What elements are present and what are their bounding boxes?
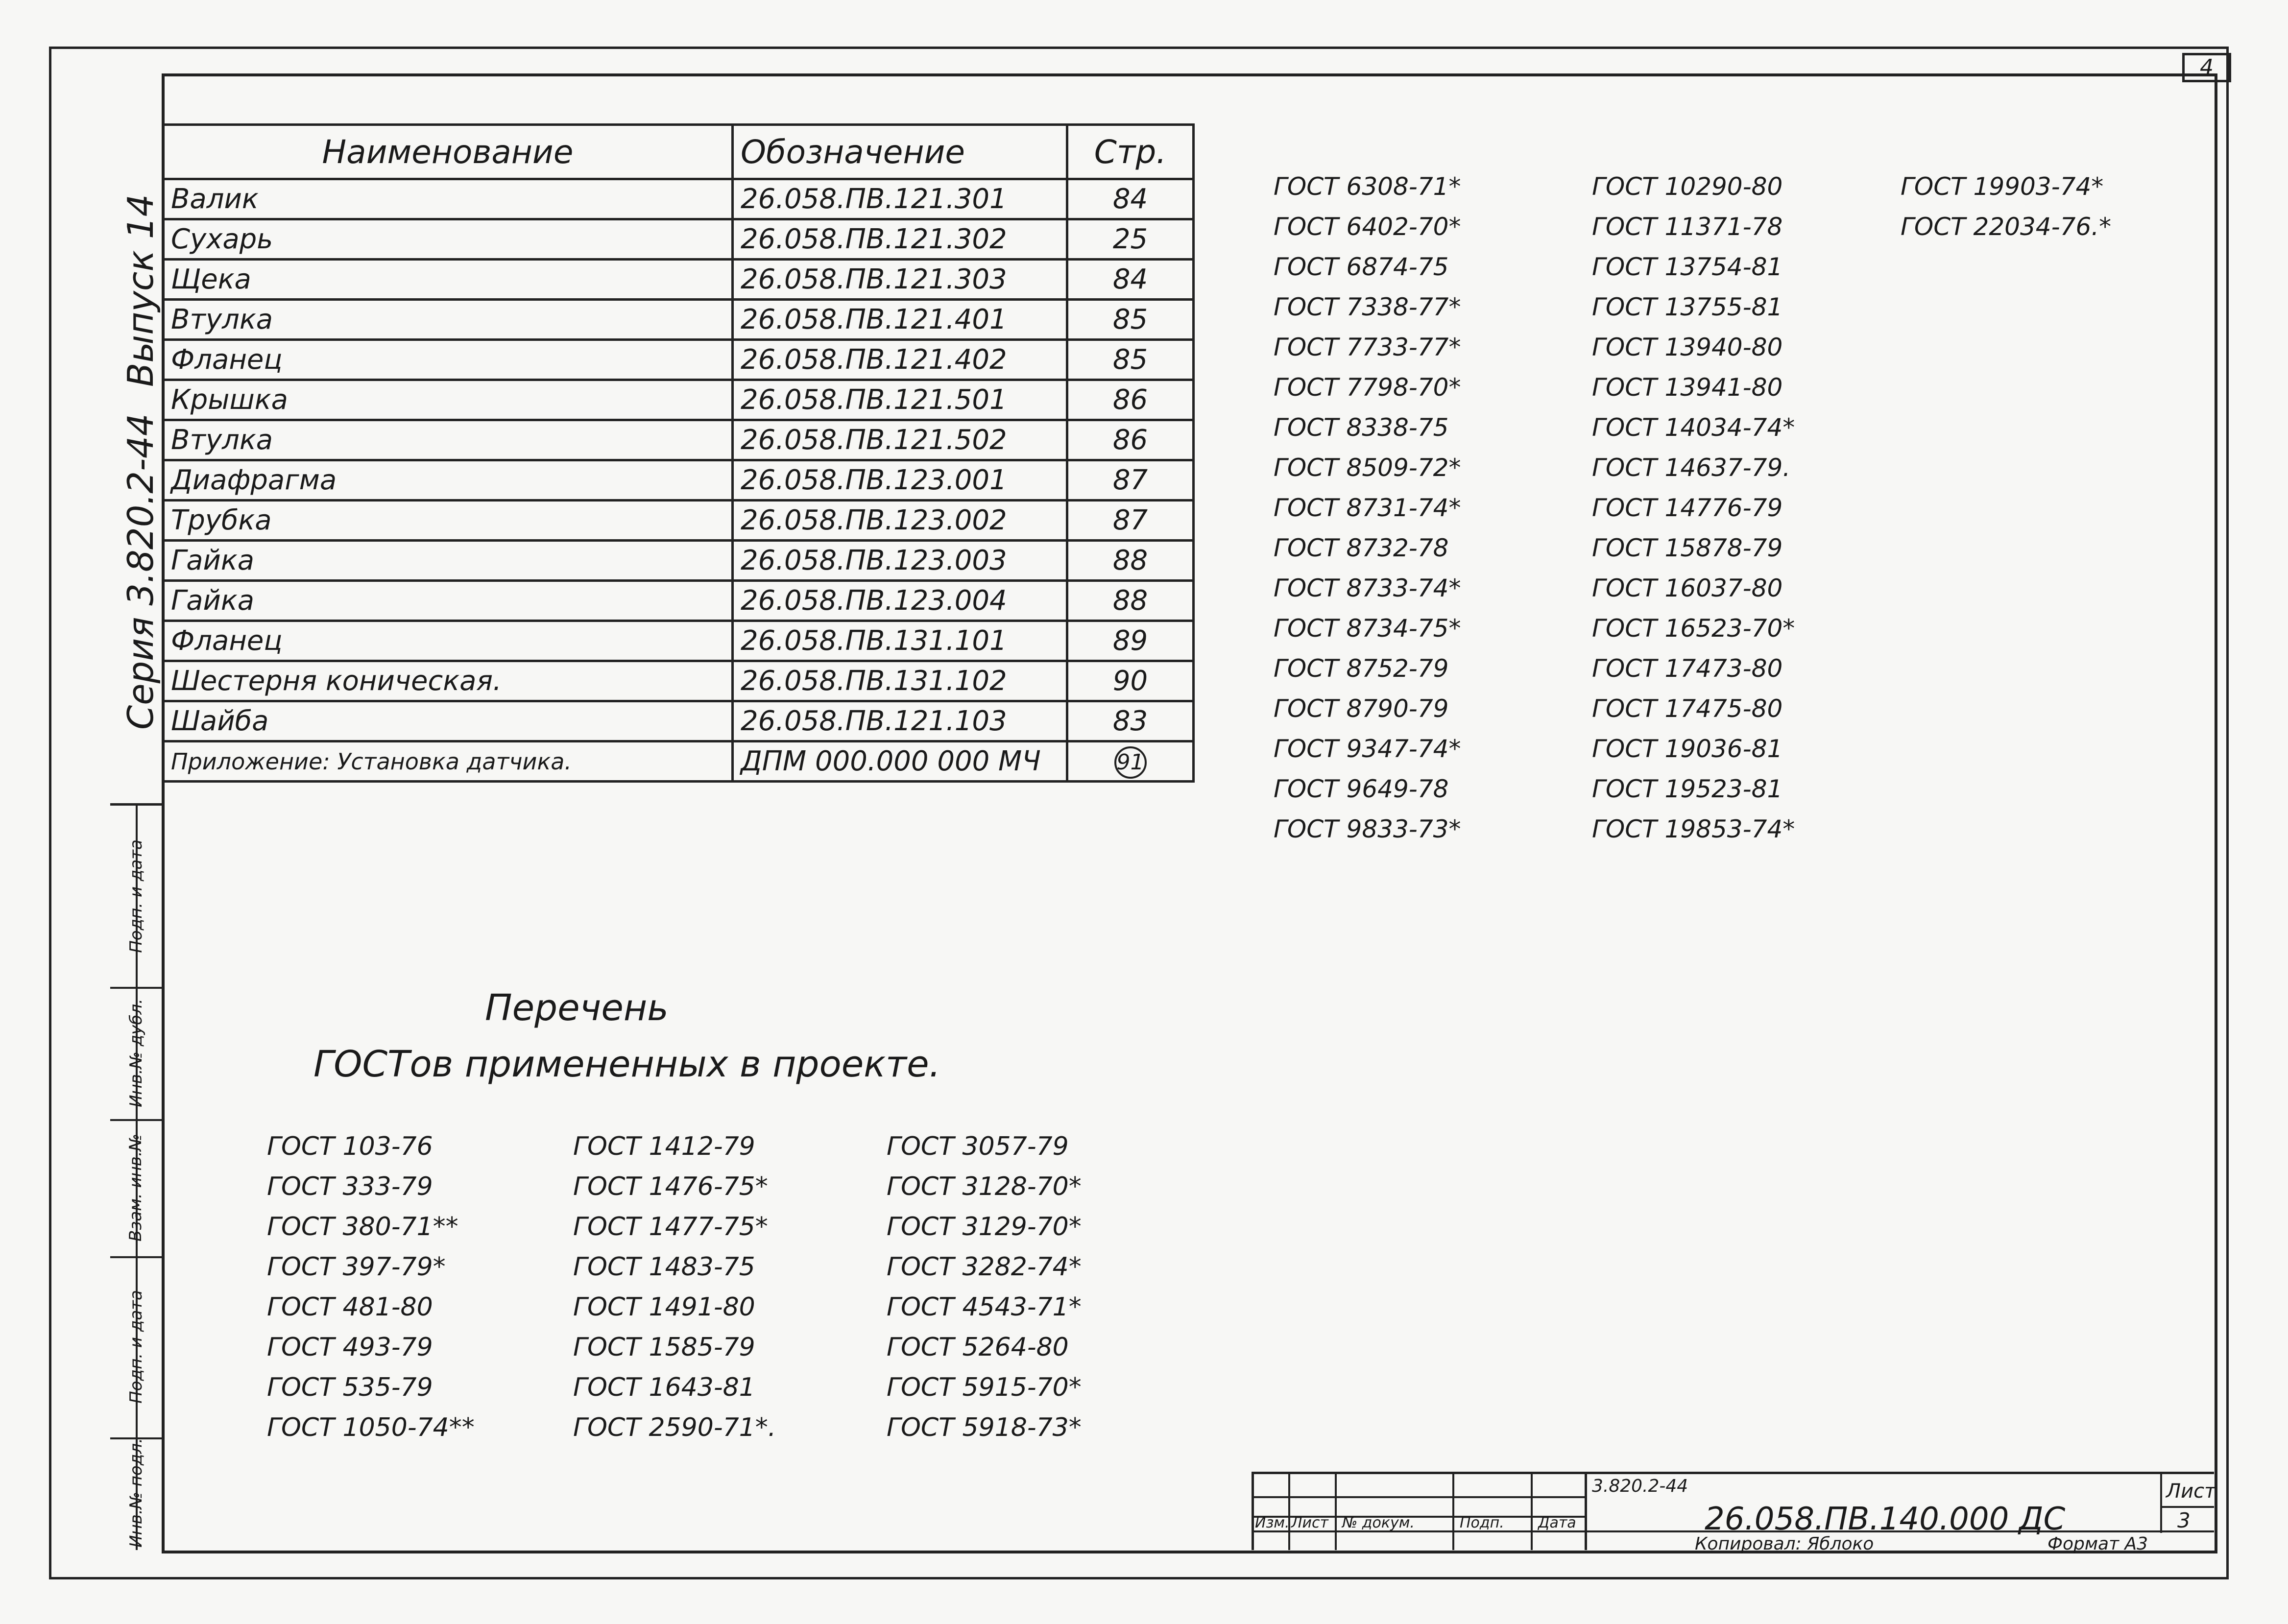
gost-entry: ГОСТ 8733-74* (1274, 574, 1461, 602)
part-name: Диафрагма (163, 460, 733, 501)
gost-entry: ГОСТ 19853-74* (1592, 815, 1795, 843)
part-designation: 26.058.ПВ.121.301 (733, 179, 1067, 219)
part-name: Шайба (163, 701, 733, 741)
strip-label: Инв.№ подл. (126, 1438, 146, 1548)
tb-format: Формат А3 (2047, 1534, 2148, 1554)
gost-right-col2 (1592, 167, 1795, 849)
gost-entry: ГОСТ 7733-77* (1274, 333, 1461, 361)
part-page: 87 (1067, 460, 1194, 501)
gost-entry: ГОСТ 19903-74* (1901, 172, 2104, 201)
gost-entry: ГОСТ 3057-79 (887, 1132, 1069, 1161)
gost-entry: ГОСТ 9833-73* (1274, 815, 1461, 843)
issue-side-label: Выпуск 14 (120, 194, 161, 387)
part-page: 85 (1067, 340, 1194, 380)
gost-entry: ГОСТ 13941-80 (1592, 373, 1783, 402)
tb-vline (1531, 1474, 1533, 1550)
gost-entry: ГОСТ 16523-70* (1592, 614, 1795, 643)
gost-entry: ГОСТ 22034-76.* (1901, 213, 2112, 241)
gost-entry: ГОСТ 13940-80 (1592, 333, 1783, 361)
gost-entry: ГОСТ 9347-74* (1274, 735, 1461, 763)
gost-entry: ГОСТ 1483-75 (573, 1252, 755, 1282)
strip-cell-sign-date-1 (110, 806, 162, 989)
part-designation: 26.058.ПВ.121.401 (733, 300, 1067, 340)
part-page: 88 (1067, 581, 1194, 621)
tb-sheet-number: 3 (2177, 1508, 2191, 1532)
tb-col-sheet: Лист (1291, 1514, 1329, 1531)
gost-entry: ГОСТ 17473-80 (1592, 654, 1783, 683)
strip-label: Взам. инв.№ (126, 1133, 146, 1242)
tb-hline (1254, 1496, 1585, 1498)
part-name: Втулка (163, 420, 733, 460)
table-row (163, 340, 1194, 380)
part-page: 86 (1067, 420, 1194, 460)
strip-label: Подп. и дата (126, 1290, 146, 1404)
gost-entry: ГОСТ 3129-70* (887, 1212, 1082, 1242)
gost-entry: ГОСТ 19523-81 (1592, 775, 1783, 803)
gost-entry: ГОСТ 493-79 (267, 1333, 433, 1362)
gost-entry: ГОСТ 8338-75 (1274, 413, 1449, 442)
part-name: Фланец (163, 621, 733, 661)
part-designation: 26.058.ПВ.131.102 (733, 661, 1067, 701)
gost-entry: ГОСТ 1585-79 (573, 1333, 755, 1362)
gost-entry: ГОСТ 19036-81 (1592, 735, 1783, 763)
table-row (163, 179, 1194, 219)
gost-entry: ГОСТ 9649-78 (1274, 775, 1449, 803)
table-row (163, 701, 1194, 741)
table-row (163, 541, 1194, 581)
tb-hline (2160, 1506, 2214, 1508)
part-name: Шестерня коническая. (163, 661, 733, 701)
gost-entry: ГОСТ 1476-75* (573, 1172, 768, 1201)
gost-entry: ГОСТ 6402-70* (1274, 213, 1461, 241)
tb-copied-by: Копировал: Яблоко (1695, 1534, 1874, 1554)
gost-entry: ГОСТ 1477-75* (573, 1212, 768, 1242)
header-name: Наименование (163, 125, 733, 179)
tb-series-code: 3.820.2-44 (1592, 1476, 1688, 1496)
gost-entry: ГОСТ 8734-75* (1274, 614, 1461, 643)
part-name: Трубка (163, 501, 733, 541)
strip-label: Инв.№ дубл. (126, 999, 146, 1107)
gost-entry: ГОСТ 5264-80 (887, 1333, 1069, 1362)
table-row (163, 460, 1194, 501)
strip-cell-sign-date-2 (110, 1256, 162, 1439)
table-row (163, 501, 1194, 541)
gost-entry: ГОСТ 1491-80 (573, 1292, 755, 1322)
gost-entry: ГОСТ 103-76 (267, 1132, 433, 1161)
part-page: 25 (1067, 219, 1194, 260)
table-row (163, 621, 1194, 661)
tb-vline (1452, 1474, 1454, 1550)
part-page: 90 (1067, 661, 1194, 701)
gost-entry: ГОСТ 14637-79. (1592, 454, 1791, 482)
part-page: 85 (1067, 300, 1194, 340)
tb-col-sign: Подп. (1460, 1514, 1504, 1531)
gost-entry: ГОСТ 11371-78 (1592, 213, 1783, 241)
gost-entry: ГОСТ 8509-72* (1274, 454, 1461, 482)
part-name: Приложение: Установка датчика. (163, 741, 733, 782)
strip-cell-dup-inv (110, 987, 162, 1121)
table-row (163, 260, 1194, 300)
tb-vline (1288, 1474, 1290, 1550)
table-row (163, 300, 1194, 340)
part-page: 84 (1067, 260, 1194, 300)
gost-entry: ГОСТ 8790-79 (1274, 694, 1449, 723)
gost-entry: ГОСТ 5918-73* (887, 1413, 1082, 1442)
table-row (163, 581, 1194, 621)
strip-cell-orig-inv (110, 1437, 162, 1548)
series-side-label: Серия 3.820.2-44 (120, 413, 161, 730)
part-name: Валик (163, 179, 733, 219)
gost-entry: ГОСТ 16037-80 (1592, 574, 1783, 602)
part-designation: 26.058.ПВ.123.004 (733, 581, 1067, 621)
gost-entry: ГОСТ 380-71** (267, 1212, 458, 1242)
table-row (163, 380, 1194, 420)
tb-col-doc-no: № докум. (1342, 1514, 1415, 1531)
gost-entry: ГОСТ 397-79* (267, 1252, 446, 1282)
tb-vline (1585, 1474, 1587, 1550)
gost-entry: ГОСТ 13754-81 (1592, 253, 1783, 281)
part-page: 87 (1067, 501, 1194, 541)
gost-entry: ГОСТ 3128-70* (887, 1172, 1082, 1201)
tb-col-date: Дата (1538, 1514, 1576, 1531)
part-designation: 26.058.ПВ.123.003 (733, 541, 1067, 581)
gost-entry: ГОСТ 15878-79 (1592, 534, 1783, 562)
tb-sheet-label: Лист (2166, 1480, 2216, 1503)
gost-entry: ГОСТ 3282-74* (887, 1252, 1082, 1282)
gost-list-col1 (267, 1126, 475, 1448)
gost-entry: ГОСТ 14776-79 (1592, 494, 1783, 522)
tb-vline (2160, 1474, 2162, 1533)
part-page: 86 (1067, 380, 1194, 420)
part-designation: 26.058.ПВ.121.303 (733, 260, 1067, 300)
gost-entry: ГОСТ 481-80 (267, 1292, 433, 1322)
gost-entry: ГОСТ 1050-74** (267, 1413, 475, 1442)
gost-entry: ГОСТ 7798-70* (1274, 373, 1461, 402)
tb-col-change: Изм. (1255, 1514, 1290, 1531)
gost-entry: ГОСТ 333-79 (267, 1172, 433, 1201)
part-designation: 26.058.ПВ.123.001 (733, 460, 1067, 501)
table-row (163, 219, 1194, 260)
gost-entry: ГОСТ 6308-71* (1274, 172, 1461, 201)
header-designation: Обозначение (733, 125, 1067, 179)
part-designation: 26.058.ПВ.121.502 (733, 420, 1067, 460)
title-block (1252, 1472, 2216, 1554)
circled-page-number: 91 (1114, 746, 1147, 779)
gost-entry: ГОСТ 4543-71* (887, 1292, 1082, 1322)
gost-list-title-line1: Перечень (485, 987, 669, 1029)
part-page: 89 (1067, 621, 1194, 661)
gost-right-col3 (1901, 167, 2111, 247)
tb-designation: 26.058.ПВ.140.000 ДС (1705, 1501, 2066, 1537)
part-page (1067, 741, 1194, 782)
gost-entry: ГОСТ 8731-74* (1274, 494, 1461, 522)
tb-vline (1335, 1474, 1337, 1550)
strip-cell-replace-inv (110, 1119, 162, 1258)
part-page: 84 (1067, 179, 1194, 219)
table-row (163, 420, 1194, 460)
gost-entry: ГОСТ 535-79 (267, 1373, 433, 1402)
part-name: Фланец (163, 340, 733, 380)
part-page: 83 (1067, 701, 1194, 741)
gost-list-title-line2: ГОСТов примененных в проекте. (313, 1043, 941, 1085)
gost-right-col1 (1274, 167, 1461, 849)
part-name: Щека (163, 260, 733, 300)
part-designation: 26.058.ПВ.131.101 (733, 621, 1067, 661)
corner-page-number: 4 (2182, 53, 2231, 82)
gost-entry: ГОСТ 8732-78 (1274, 534, 1449, 562)
signature-strip (110, 803, 164, 1550)
part-name: Гайка (163, 581, 733, 621)
part-name: Крышка (163, 380, 733, 420)
gost-entry: ГОСТ 5915-70* (887, 1373, 1082, 1402)
part-name: Гайка (163, 541, 733, 581)
gost-entry: ГОСТ 14034-74* (1592, 413, 1795, 442)
gost-entry: ГОСТ 13755-81 (1592, 293, 1783, 321)
part-name: Сухарь (163, 219, 733, 260)
part-designation: 26.058.ПВ.121.402 (733, 340, 1067, 380)
gost-list-col2 (573, 1126, 776, 1448)
part-designation: 26.058.ПВ.121.501 (733, 380, 1067, 420)
table-row (163, 741, 1194, 782)
strip-label: Подп. и дата (126, 839, 146, 953)
part-designation: 26.058.ПВ.121.302 (733, 219, 1067, 260)
parts-table (162, 123, 1195, 783)
part-page: 88 (1067, 541, 1194, 581)
gost-entry: ГОСТ 8752-79 (1274, 654, 1449, 683)
header-page: Стр. (1067, 125, 1194, 179)
table-row (163, 661, 1194, 701)
part-name: Втулка (163, 300, 733, 340)
gost-entry: ГОСТ 1412-79 (573, 1132, 755, 1161)
gost-entry: ГОСТ 6874-75 (1274, 253, 1449, 281)
gost-entry: ГОСТ 17475-80 (1592, 694, 1783, 723)
part-designation: 26.058.ПВ.121.103 (733, 701, 1067, 741)
part-designation: ДПМ 000.000 000 МЧ (733, 741, 1067, 782)
gost-entry: ГОСТ 10290-80 (1592, 172, 1783, 201)
parts-table-header (163, 125, 1194, 179)
gost-entry: ГОСТ 7338-77* (1274, 293, 1461, 321)
gost-list-col3 (887, 1126, 1082, 1448)
gost-entry: ГОСТ 2590-71*. (573, 1413, 776, 1442)
part-designation: 26.058.ПВ.123.002 (733, 501, 1067, 541)
gost-entry: ГОСТ 1643-81 (573, 1373, 755, 1402)
